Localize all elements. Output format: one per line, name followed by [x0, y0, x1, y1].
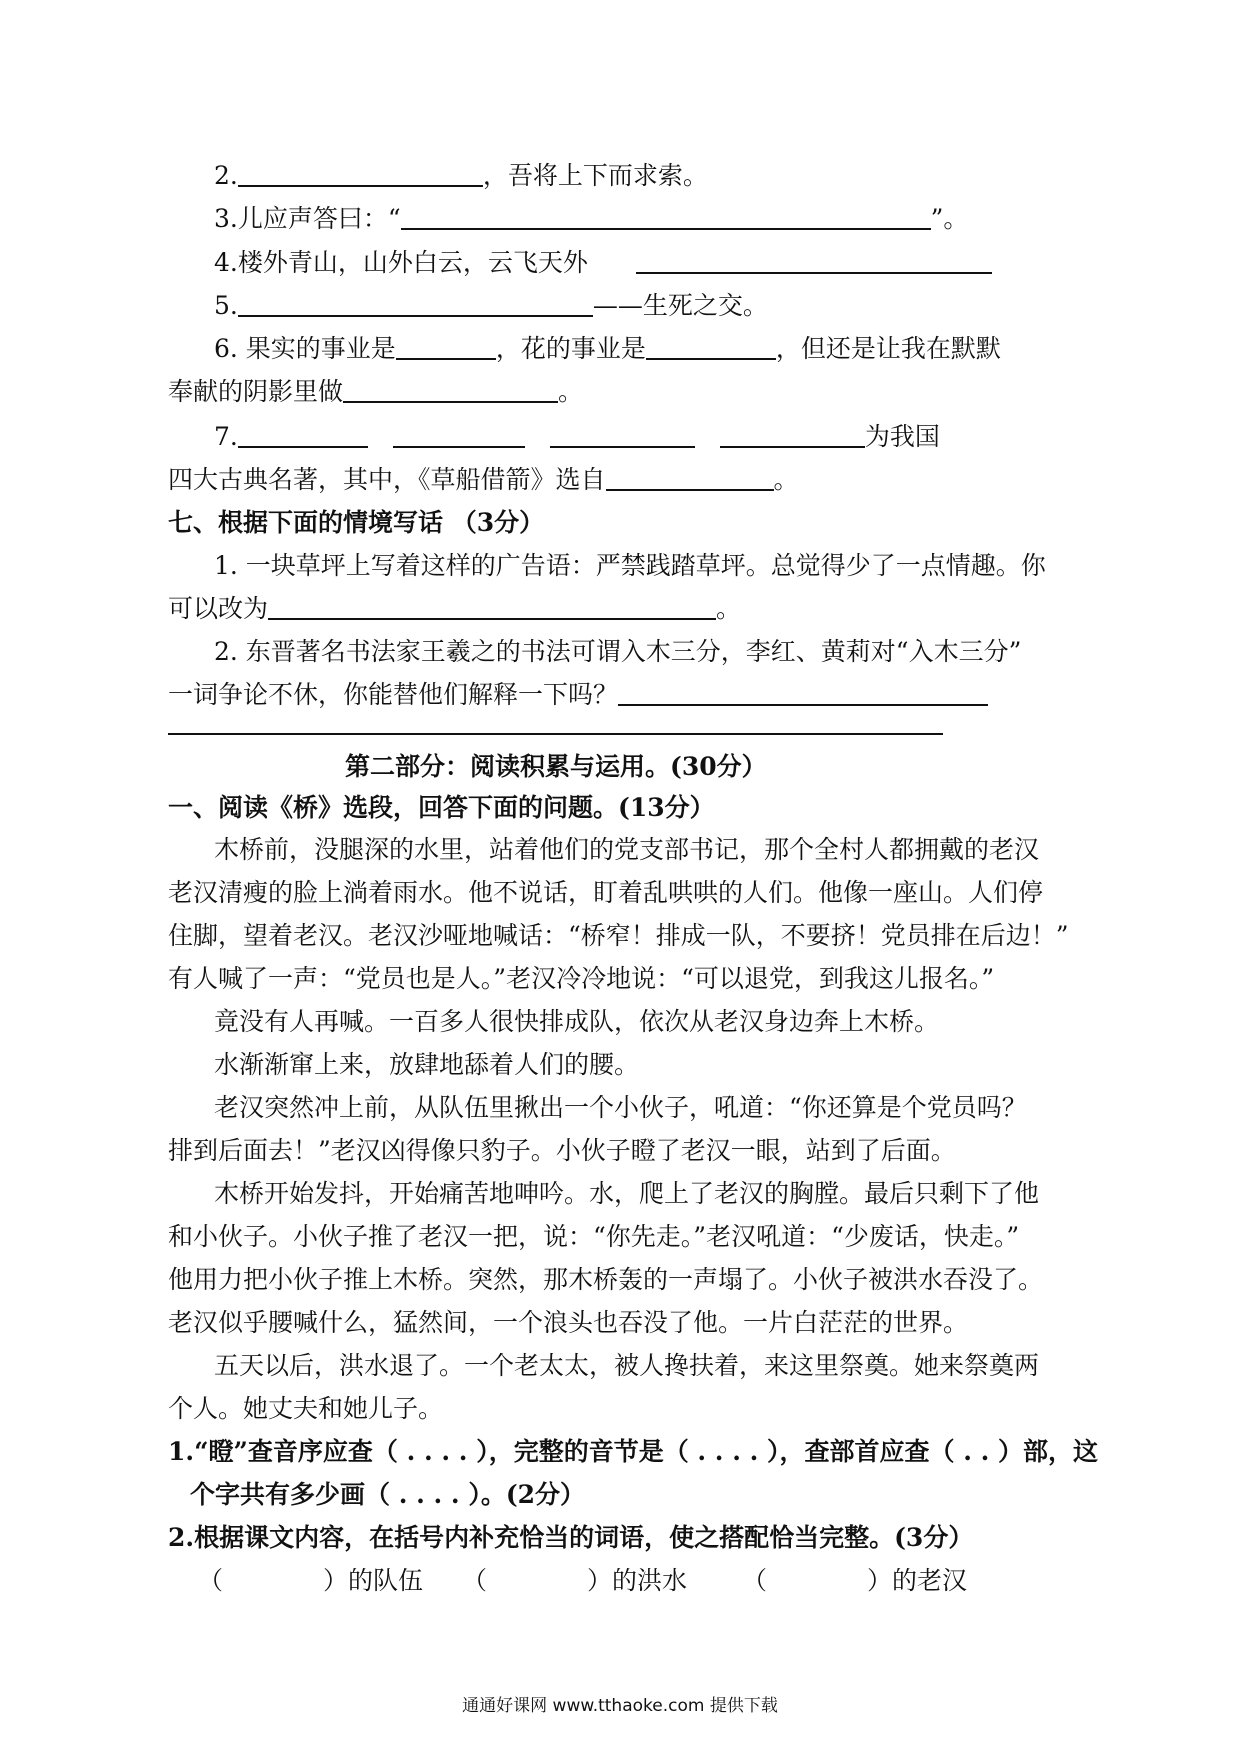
passage-line: 排到后面去！”老汉凶得像只豹子。小伙子瞪了老汉一眼，站到了后面。	[168, 1136, 956, 1165]
passage-line: 住脚，望着老汉。老汉沙哑地喊话：“桥窄！排成一队，不要挤！党员排在后边！”	[168, 921, 1069, 950]
passage-line: 个人。她丈夫和她儿子。	[168, 1394, 444, 1423]
passage-line: 木桥开始发抖，开始痛苦地呻吟。水，爬上了老汉的胸膛。最后只剩下了他	[214, 1179, 1040, 1208]
collocation-item: （ ）的老汉	[742, 1566, 968, 1595]
q1-line-2-text: 可以改为	[168, 594, 269, 623]
passage-line: 五天以后，洪水退了。一个老太太，被人搀扶着，来这里祭奠。她来祭奠两	[214, 1351, 1040, 1380]
question-2	[214, 159, 708, 193]
section-7-q1-line-1: 1. 一块草坪上写着这样的广告语：严禁践踏草坪。总觉得少了一点情趣。你	[214, 551, 1046, 580]
q6-end: 。	[558, 377, 584, 406]
q7-line-2-text: 四大古典名著，其中，《草船借箭》选自	[168, 465, 606, 494]
passage-line: 竟没有人再喊。一百多人很快排成队，依次从老汉身边奔上木桥。	[214, 1007, 940, 1036]
q2-number: 2.	[214, 161, 238, 190]
answer-blank	[238, 289, 593, 317]
passage-line: 老汉似乎腰喊什么，猛然间，一个浪头也吞没了他。一片白茫茫的世界。	[168, 1308, 969, 1337]
reading-section-heading: 一、阅读《桥》选段，回答下面的问题。(13分）	[168, 793, 715, 822]
q3-end: ”。	[930, 204, 969, 233]
answer-blank	[393, 420, 525, 448]
q5-text: ——生死之交。	[592, 291, 768, 320]
collocation-item: （ ）的洪水	[462, 1566, 688, 1595]
q6-line-2-text: 奉献的阴影里做	[168, 377, 344, 406]
question-4	[214, 246, 992, 280]
answer-blank	[636, 246, 992, 274]
question-7-line-2	[168, 463, 799, 497]
passage-line: 有人喊了一声：“党员也是人。”老汉冷冷地说：“可以退党，到我这儿报名。”	[168, 964, 995, 993]
part-2-title: 第二部分：阅读积累与运用。(30分）	[345, 752, 767, 781]
collocation-item: （ ）的队伍	[198, 1566, 424, 1595]
q2-text: ，吾将上下而求索。	[482, 161, 708, 190]
section-7-heading: 七、根据下面的情境写话 （3分）	[168, 508, 545, 537]
answer-blank	[238, 159, 483, 187]
question-3	[214, 202, 968, 236]
q7-number: 7.	[214, 422, 238, 451]
question-6-line-1	[214, 332, 1001, 366]
answer-line	[168, 733, 943, 735]
q7-text: 为我国	[864, 422, 940, 451]
answer-blank	[238, 420, 368, 448]
passage-line: 老汉突然冲上前，从队伍里揪出一个小伙子，吼道：“你还算是个党员吗？	[214, 1093, 1027, 1122]
answer-blank	[550, 420, 695, 448]
question-5	[214, 289, 768, 323]
q1-end: 。	[716, 594, 742, 623]
answer-blank	[618, 678, 988, 706]
answer-blank	[646, 332, 776, 360]
answer-blank	[343, 375, 558, 403]
reading-question-1-line-2: 个字共有多少画（ . . . . ）。(2分）	[190, 1480, 586, 1509]
answer-blank	[268, 592, 716, 620]
reading-question-2-heading: 2.根据课文内容，在括号内补充恰当的词语，使之搭配恰当完整。(3分）	[168, 1523, 974, 1552]
reading-question-1-line-1: 1.“瞪”查音序应查（ . . . . ），完整的音节是（ . . . . ），查部首应查（ . . ）部，这	[168, 1437, 1099, 1466]
page-footer: 通通好课网 www.tthaoke.com 提供下载	[462, 1696, 778, 1716]
q7-end: 。	[773, 465, 799, 494]
q3-text: 3.儿应声答曰：“	[214, 204, 401, 233]
q6-part-2: ，花的事业是	[495, 334, 646, 363]
answer-blank	[606, 463, 774, 491]
section-7-q1-line-2	[168, 592, 741, 626]
answer-blank	[401, 202, 931, 230]
q6-part-3: ，但还是让我在默默	[775, 334, 1001, 363]
q2-line-2-text: 一词争论不休，你能替他们解释一下吗？	[168, 680, 619, 709]
passage-line: 水渐渐窜上来，放肆地舔着人们的腰。	[214, 1050, 640, 1079]
section-7-q2-line-1: 2. 东晋著名书法家王羲之的书法可谓入木三分，李红、黄莉对“入木三分”	[214, 637, 1022, 666]
question-7-line-1	[214, 420, 940, 454]
passage-line: 老汉清瘦的脸上淌着雨水。他不说话，盯着乱哄哄的人们。他像一座山。人们停	[168, 878, 1044, 907]
passage-line: 和小伙子。小伙子推了老汉一把，说：“你先走。”老汉吼道：“少废话，快走。”	[168, 1222, 1020, 1251]
passage-line: 他用力把小伙子推上木桥。突然，那木桥轰的一声塌了。小伙子被洪水吞没了。	[168, 1265, 1044, 1294]
section-7-q2-line-2	[168, 678, 988, 712]
q6-part-1: 6. 果实的事业是	[214, 334, 396, 363]
question-6-line-2	[168, 375, 583, 409]
q5-number: 5.	[214, 291, 238, 320]
answer-blank	[720, 420, 865, 448]
q4-text: 4.楼外青山，山外白云，云飞天外	[214, 248, 588, 277]
answer-blank	[396, 332, 496, 360]
passage-line: 木桥前，没腿深的水里，站着他们的党支部书记，那个全村人都拥戴的老汉	[214, 835, 1040, 864]
